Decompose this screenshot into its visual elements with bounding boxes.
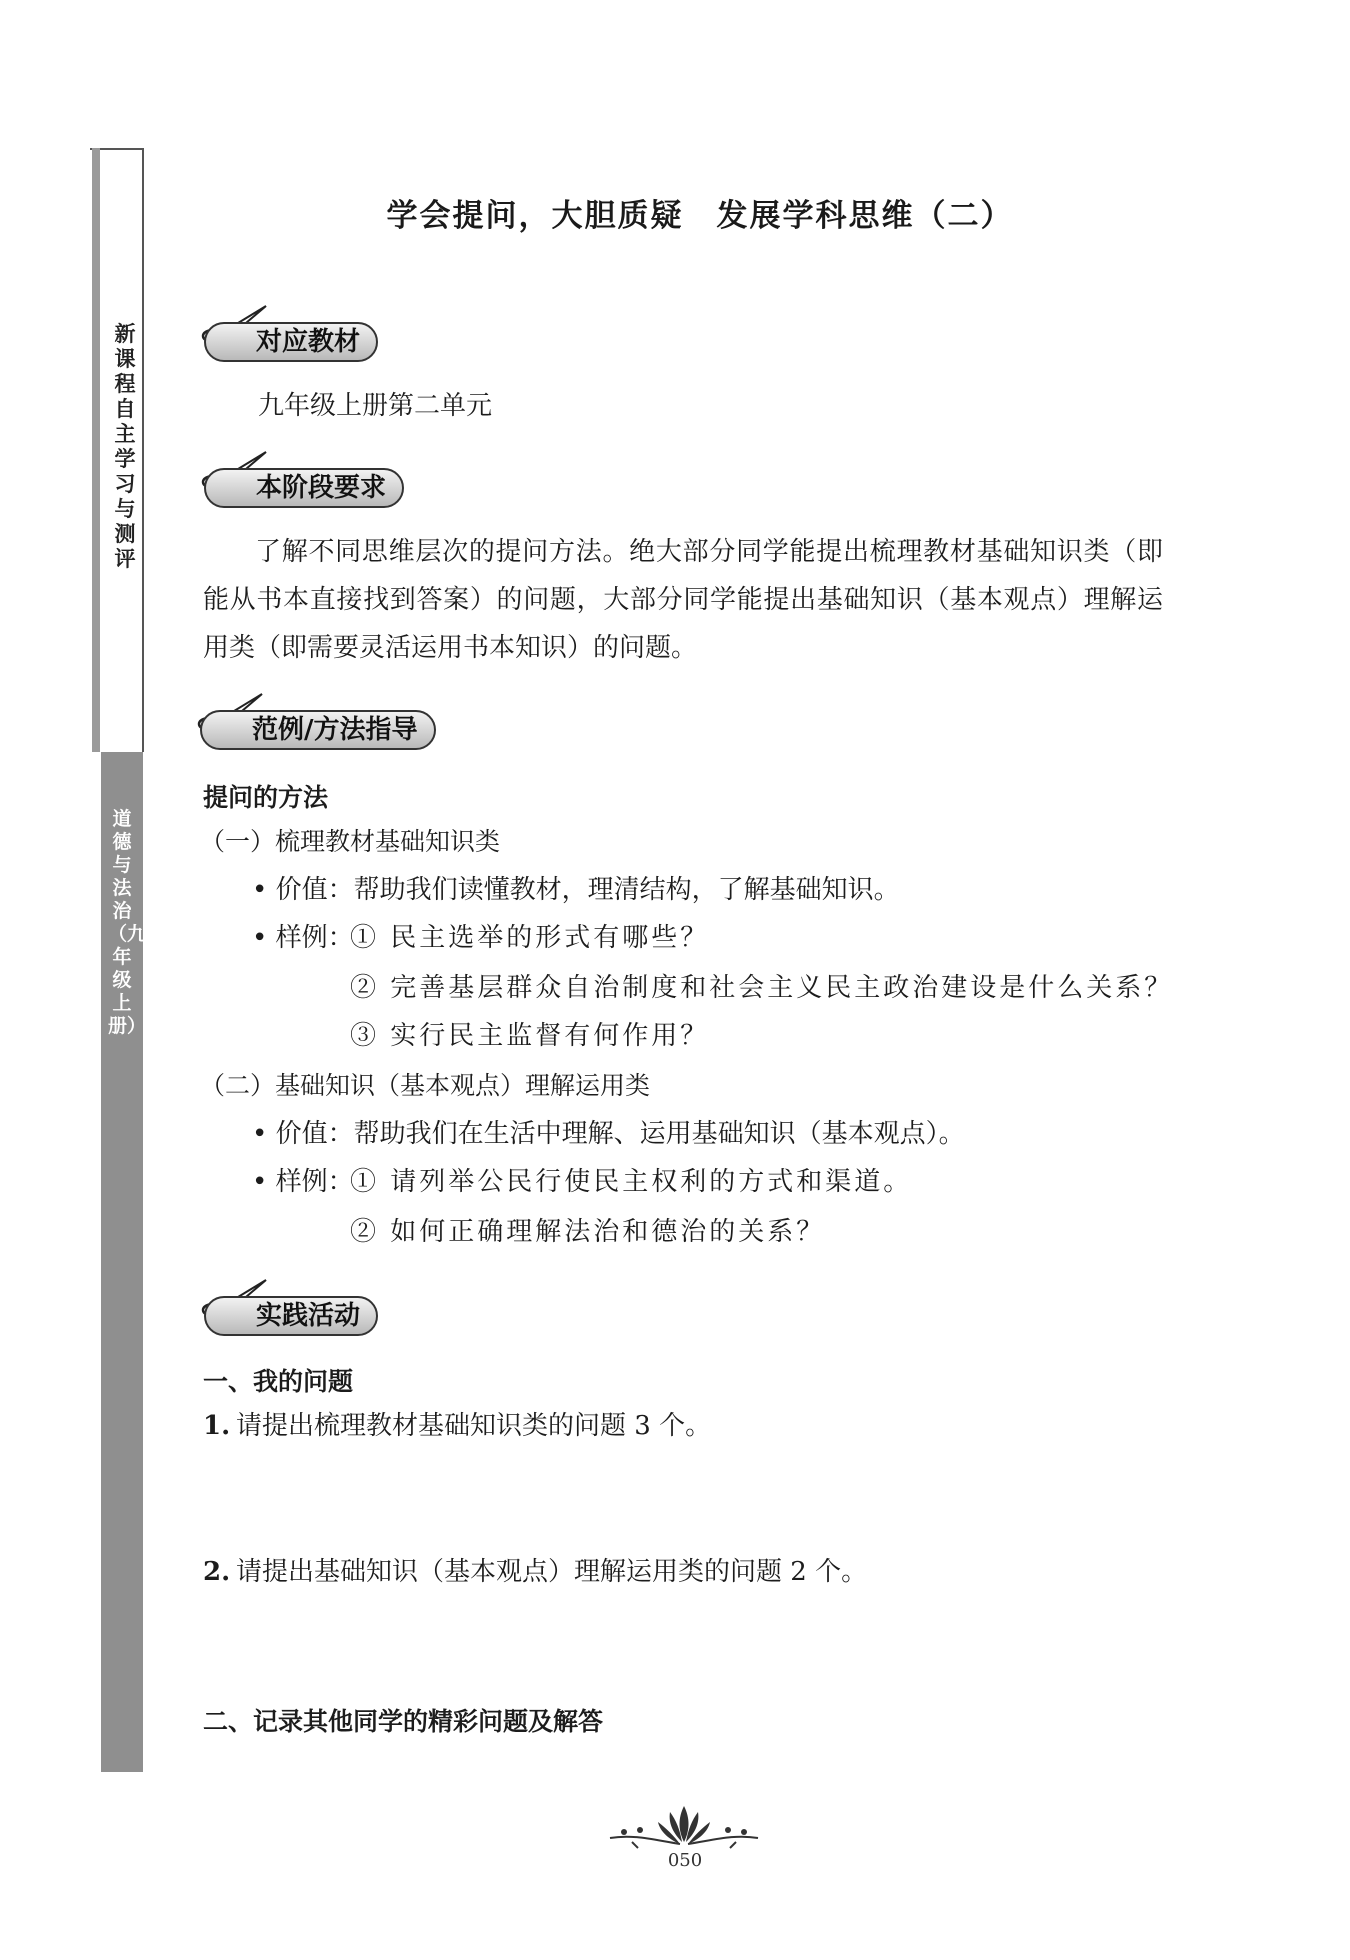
category-1-example-prefix: • 样例：: [252, 923, 354, 953]
page-number: 050: [667, 1850, 703, 1871]
practice-part-2: 二、记录其他同学的精彩问题及解答: [203, 1707, 604, 1736]
category-1-example-1: ① 民主选举的形式有哪些？: [350, 923, 710, 953]
category-2-example-prefix: • 样例：: [252, 1167, 354, 1197]
question-2: 请提出基础知识（基本观点）理解运用类的问题 2 个。: [236, 1557, 868, 1587]
requirements-content: 了解不同思维层次的提问方法。绝大部分同学能提出梳理教材基础知识类（即能从书本直接找到答案）的问题，大部分同学能提出基础知识（基本观点）理解运用类（即需要灵活运用书本知识）的问题。: [203, 537, 1163, 663]
category-2-example-1: ① 请列举公民行使民主权利的方式和渠道。: [350, 1167, 913, 1197]
textbook-content: 九年级上册第二单元: [258, 391, 493, 421]
sidebar-subject-title: 道德与法治（九年级上册）: [108, 808, 147, 1037]
question-1-number: 1.: [203, 1411, 231, 1441]
practice-part-1: 一、我的问题: [203, 1367, 354, 1396]
floral-ornament-icon: [604, 1798, 764, 1854]
sidebar-book-title: 新课程自主学习与测评: [114, 322, 136, 571]
category-2-value: • 价值：帮助我们在生活中理解、运用基础知识（基本观点）。: [252, 1119, 965, 1149]
category-2-example-2: ② 如何正确理解法治和德治的关系？: [350, 1217, 826, 1247]
question-2-number: 2.: [203, 1557, 231, 1587]
page-title: 学会提问，大胆质疑 发展学科思维（二）: [386, 198, 1014, 234]
category-2-label: （二）基础知识（基本观点）理解运用类: [200, 1071, 651, 1100]
category-1-example-2: ② 完善基层群众自治制度和社会主义民主政治建设是什么关系？: [350, 973, 1174, 1003]
category-1-example-3: ③ 实行民主监督有何作用？: [350, 1021, 710, 1051]
category-1-value: • 价值：帮助我们读懂教材，理清结构，了解基础知识。: [252, 875, 900, 905]
question-1: 请提出梳理教材基础知识类的问题 3 个。: [236, 1411, 712, 1441]
guide-subtitle: 提问的方法: [203, 783, 329, 812]
section-heading-requirements: 本阶段要求: [204, 468, 404, 508]
section-heading-practice: 实践活动: [204, 1296, 378, 1336]
category-1-label: （一）梳理教材基础知识类: [200, 827, 501, 856]
section-heading-guide: 范例/方法指导: [200, 710, 436, 750]
section-heading-textbook: 对应教材: [204, 322, 378, 362]
